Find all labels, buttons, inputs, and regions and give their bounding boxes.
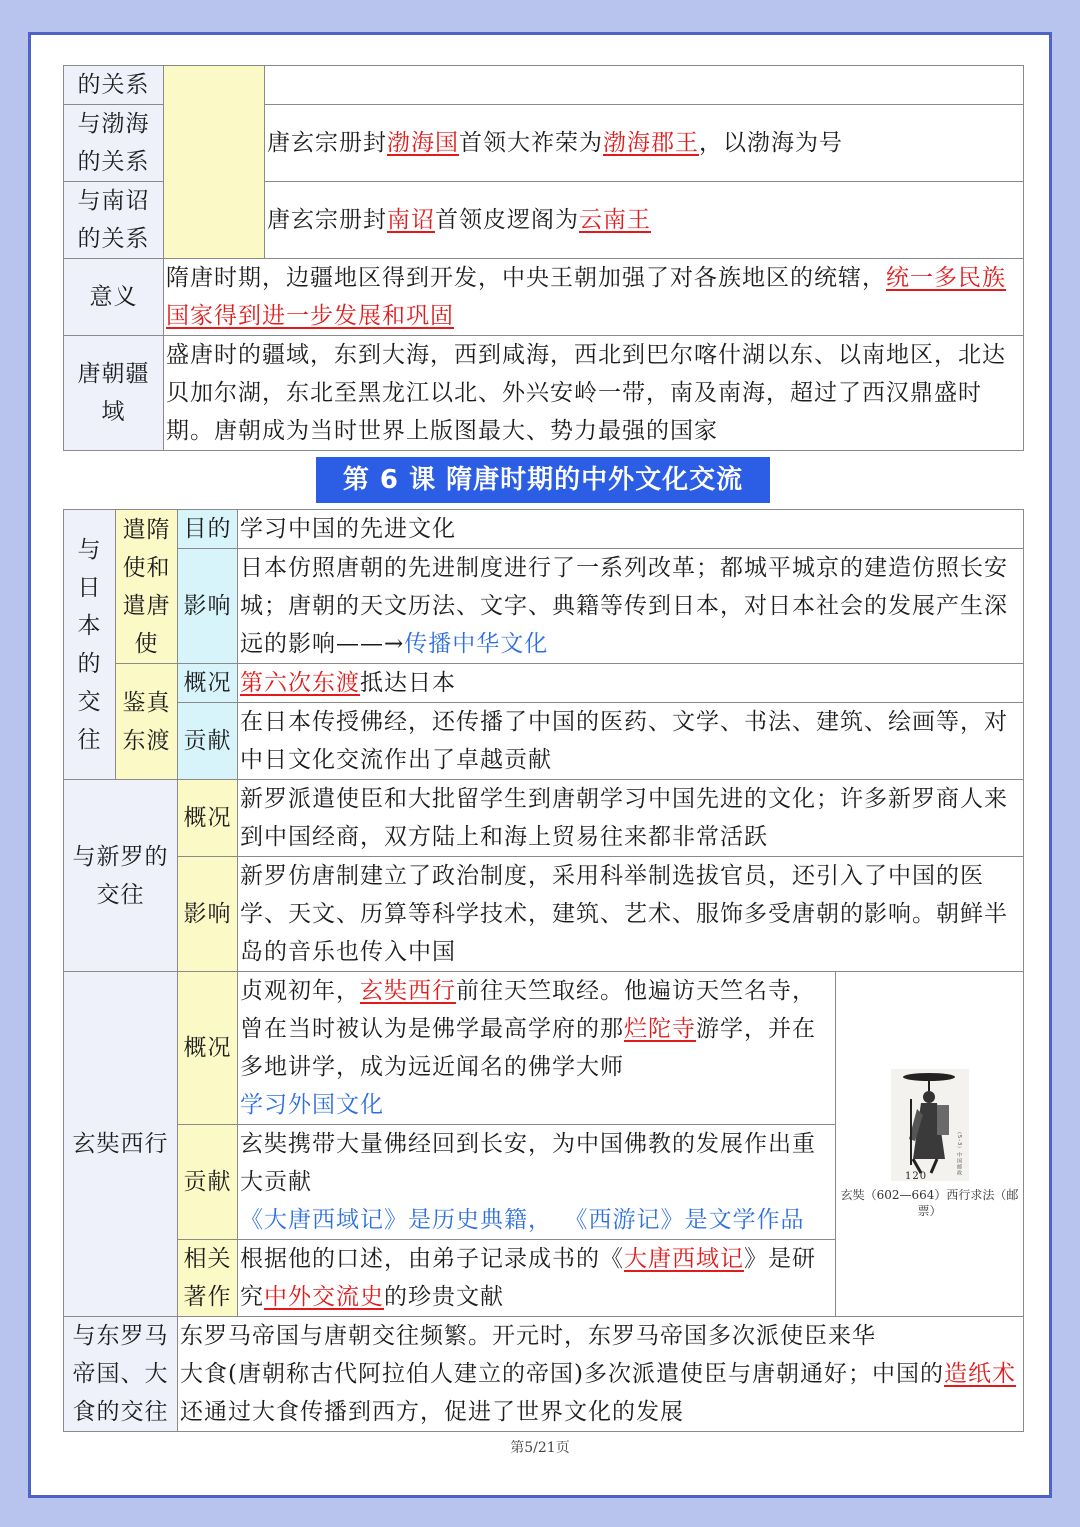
- silla-overview-text: 新罗派遣使臣和大批留学生到唐朝学习中国先进的文化；许多新罗商人来到中国经商，双方陆上和海上贸易往来都非常活跃: [238, 780, 1024, 857]
- stamp-caption: 玄奘（602—664）西行求法（邮票）: [840, 1188, 1019, 1218]
- xz-overview-label: 概况: [178, 972, 238, 1125]
- empty-cell: [265, 66, 1024, 105]
- jianzhen-label: 鉴真东渡: [116, 664, 178, 780]
- svg-text:120: 120: [904, 1171, 927, 1181]
- jianzhen-contrib-label: 贡献: [178, 703, 238, 780]
- impact-text: 日本仿照唐朝的先进制度进行了一系列改革；都城平城京的建造仿照长安城；唐朝的天文历法、文字、典籍等传到日本，对日本社会的发展产生深远的影响——→传播中华文化: [238, 549, 1024, 664]
- jianzhen-overview-text: 第六次东渡抵达日本: [238, 664, 1024, 703]
- xz-contrib-text: 玄奘携带大量佛经回到长安，为中国佛教的发展作出重大贡献 《大唐西域记》是历史典籍， 《西游记》是文学作品: [238, 1125, 836, 1240]
- row-label-jiangyu: 唐朝疆域: [64, 336, 164, 451]
- stamp-cell: [836, 972, 1024, 1317]
- goal-text: 学习中国的先进文化: [238, 510, 1024, 549]
- row-label-nanzhao: 与南诏的关系: [64, 182, 164, 259]
- xz-related-text: 根据他的口述，由弟子记录成书的《大唐西域记》是研究中外交流史的珍贵文献: [238, 1240, 836, 1317]
- silla-label: 与新罗的交往: [64, 780, 178, 972]
- xz-contrib-label: 贡献: [178, 1125, 238, 1240]
- goal-label: 目的: [178, 510, 238, 549]
- lesson-title: 第 6 课 隋唐时期的中外文化交流: [316, 457, 770, 503]
- jiangyu-text: 盛唐时的疆域，东到大海，西到咸海，西北到巴尔喀什湖以东、以南地区，北达贝加尔湖，东北至黑龙江以北、外兴安岭一带，南及南海，超过了西汉鼎盛时期。唐朝成为当时世界上版图最大、势力最强的国家: [164, 336, 1024, 451]
- bohai-text: 唐玄宗册封渤海国首领大祚荣为渤海郡王，以渤海为号: [265, 105, 1024, 182]
- page-content: [63, 65, 1023, 1432]
- page-number: 第5/21页: [510, 1440, 570, 1456]
- row-label-yiyi: 意义: [64, 259, 164, 336]
- xuanzang-label: 玄奘西行: [64, 972, 178, 1317]
- lesson5-table: [63, 65, 1024, 451]
- rome-text: 东罗马帝国与唐朝交往频繁。开元时，东罗马帝国多次派使臣来华 大食(唐朝称古代阿拉伯人建立的帝国)多次派遣使臣与唐朝通好；中国的造纸术还通过大食传播到西方，促进了世界文化的发展: [178, 1317, 1024, 1432]
- silla-impact-label: 影响: [178, 857, 238, 972]
- silla-impact-text: 新罗仿唐制建立了政治制度，采用科举制选拔官员，还引入了中国的医学、天文、历算等科学技术，建筑、艺术、服饰多受唐朝的影响。朝鲜半岛的音乐也传入中国: [238, 857, 1024, 972]
- japan-label: 与日本的交往: [64, 510, 116, 780]
- svg-text:（5-3）中国邮政: （5-3）中国邮政: [955, 1129, 962, 1177]
- silla-overview-label: 概况: [178, 780, 238, 857]
- rome-label: 与东罗马帝国、大食的交往: [64, 1317, 178, 1432]
- yellow-spacer-cell: [164, 66, 265, 259]
- nanzhao-text: 唐玄宗册封南诏首领皮逻阁为云南王: [265, 182, 1024, 259]
- yiyi-text: 隋唐时期，边疆地区得到开发，中央王朝加强了对各族地区的统辖，统一多民族国家得到进一步发展和巩固: [164, 259, 1024, 336]
- impact-label: 影响: [178, 549, 238, 664]
- xz-related-label: 相关著作: [178, 1240, 238, 1317]
- lesson6-table: [63, 509, 1024, 1432]
- xz-overview-text: 贞观初年，玄奘西行前往天竺取经。他遍访天竺名寺，曾在当时被认为是佛学最高学府的那烂陀寺游学，并在多地讲学，成为远近闻名的佛学大师 学习外国文化: [238, 972, 836, 1125]
- jianzhen-contrib-text: 在日本传授佛经，还传播了中国的医药、文学、书法、建筑、绘画等，对中日文化交流作出了卓越贡献: [238, 703, 1024, 780]
- jianzhen-overview-label: 概况: [178, 664, 238, 703]
- envoy-label: 遣隋使和遣唐使: [116, 510, 178, 664]
- stamp-figure-icon: [891, 1069, 969, 1181]
- document-page: [28, 32, 1052, 1498]
- row-label-relation: 的关系: [64, 66, 164, 105]
- xuanzang-stamp-image: [891, 1069, 969, 1181]
- row-label-bohai: 与渤海的关系: [64, 105, 164, 182]
